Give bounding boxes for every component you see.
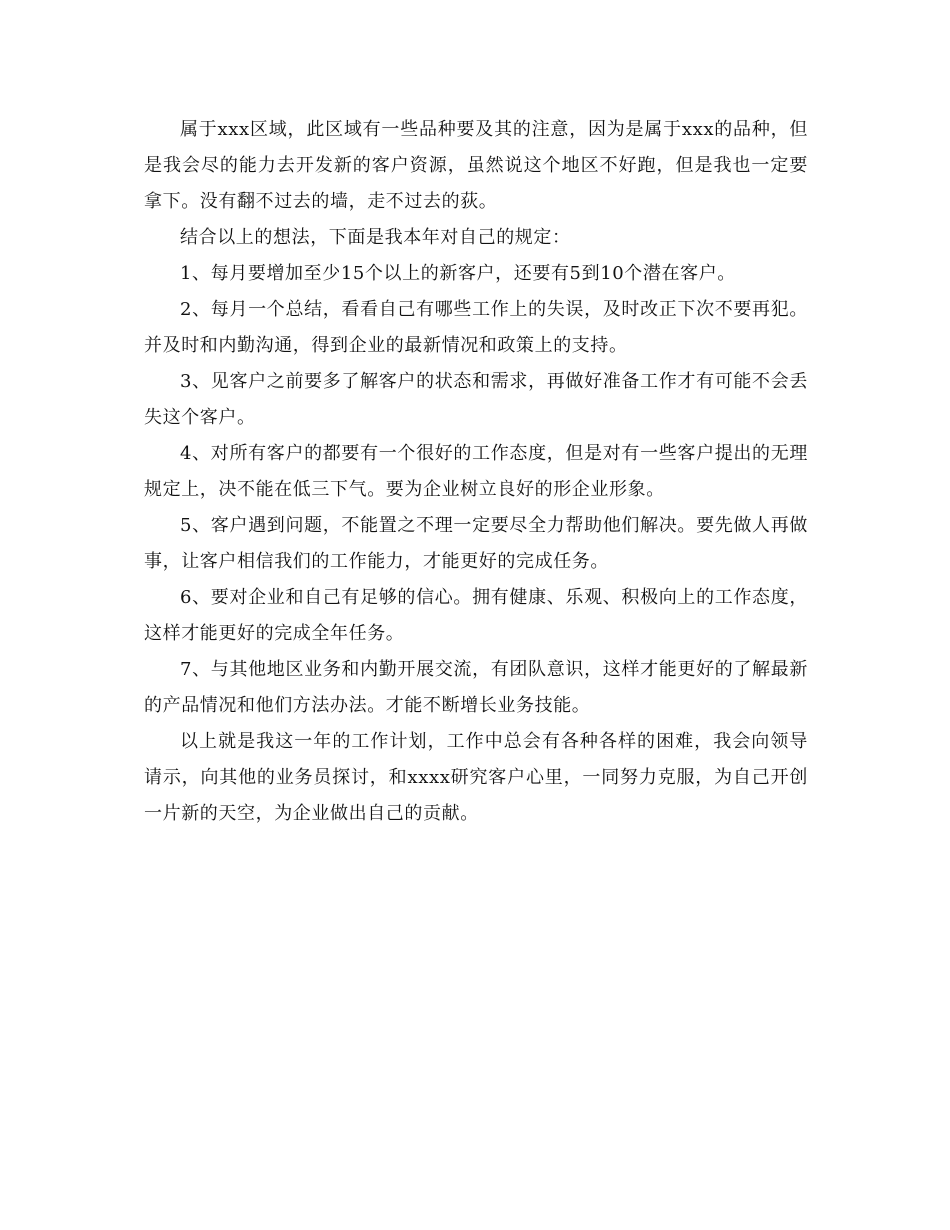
paragraph-rule-6: 6、要对企业和自己有足够的信心。拥有健康、乐观、积极向上的工作态度，这样才能更好的完成全年任务。 <box>144 587 808 644</box>
document-body <box>144 112 808 832</box>
paragraph-rule-5: 5、客户遇到问题，不能置之不理一定要尽全力帮助他们解决。要先做人再做事，让客户相信我们的工作能力，才能更好的完成任务。 <box>144 515 808 572</box>
paragraph-rule-7: 7、与其他地区业务和内勤开展交流，有团队意识，这样才能更好的了解最新的产品情况和他们方法办法。才能不断增长业务技能。 <box>144 659 808 716</box>
paragraph-region-intro: 属于xxx区域，此区域有一些品种要及其的注意，因为是属于xxx的品种，但是我会尽的能力去开发新的客户资源，虽然说这个地区不好跑，但是我也一定要拿下。没有翻不过去的墙，走不过去的荻。 <box>144 119 808 212</box>
paragraph-rule-4: 4、对所有客户的都要有一个很好的工作态度，但是对有一些客户提出的无理规定上，决不能在低三下气。要为企业树立良好的形企业形象。 <box>144 443 808 500</box>
paragraph-conclusion: 以上就是我这一年的工作计划，工作中总会有各种各样的困难，我会向领导请示，向其他的业务员探讨，和xxxx研究客户心里，一同努力克服，为自己开创一片新的天空，为企业做出自己的贡献。 <box>144 731 808 824</box>
paragraph-rules-intro: 结合以上的想法，下面是我本年对自己的规定： <box>180 227 571 248</box>
paragraph-rule-3: 3、见客户之前要多了解客户的状态和需求，再做好准备工作才有可能不会丢失这个客户。 <box>144 371 808 428</box>
paragraph-rule-1: 1、每月要增加至少15个以上的新客户，还要有5到10个潜在客户。 <box>180 263 736 284</box>
paragraph-rule-2: 2、每月一个总结，看看自己有哪些工作上的失误，及时改正下次不要再犯。并及时和内勤沟通，得到企业的最新情况和政策上的支持。 <box>144 299 808 356</box>
